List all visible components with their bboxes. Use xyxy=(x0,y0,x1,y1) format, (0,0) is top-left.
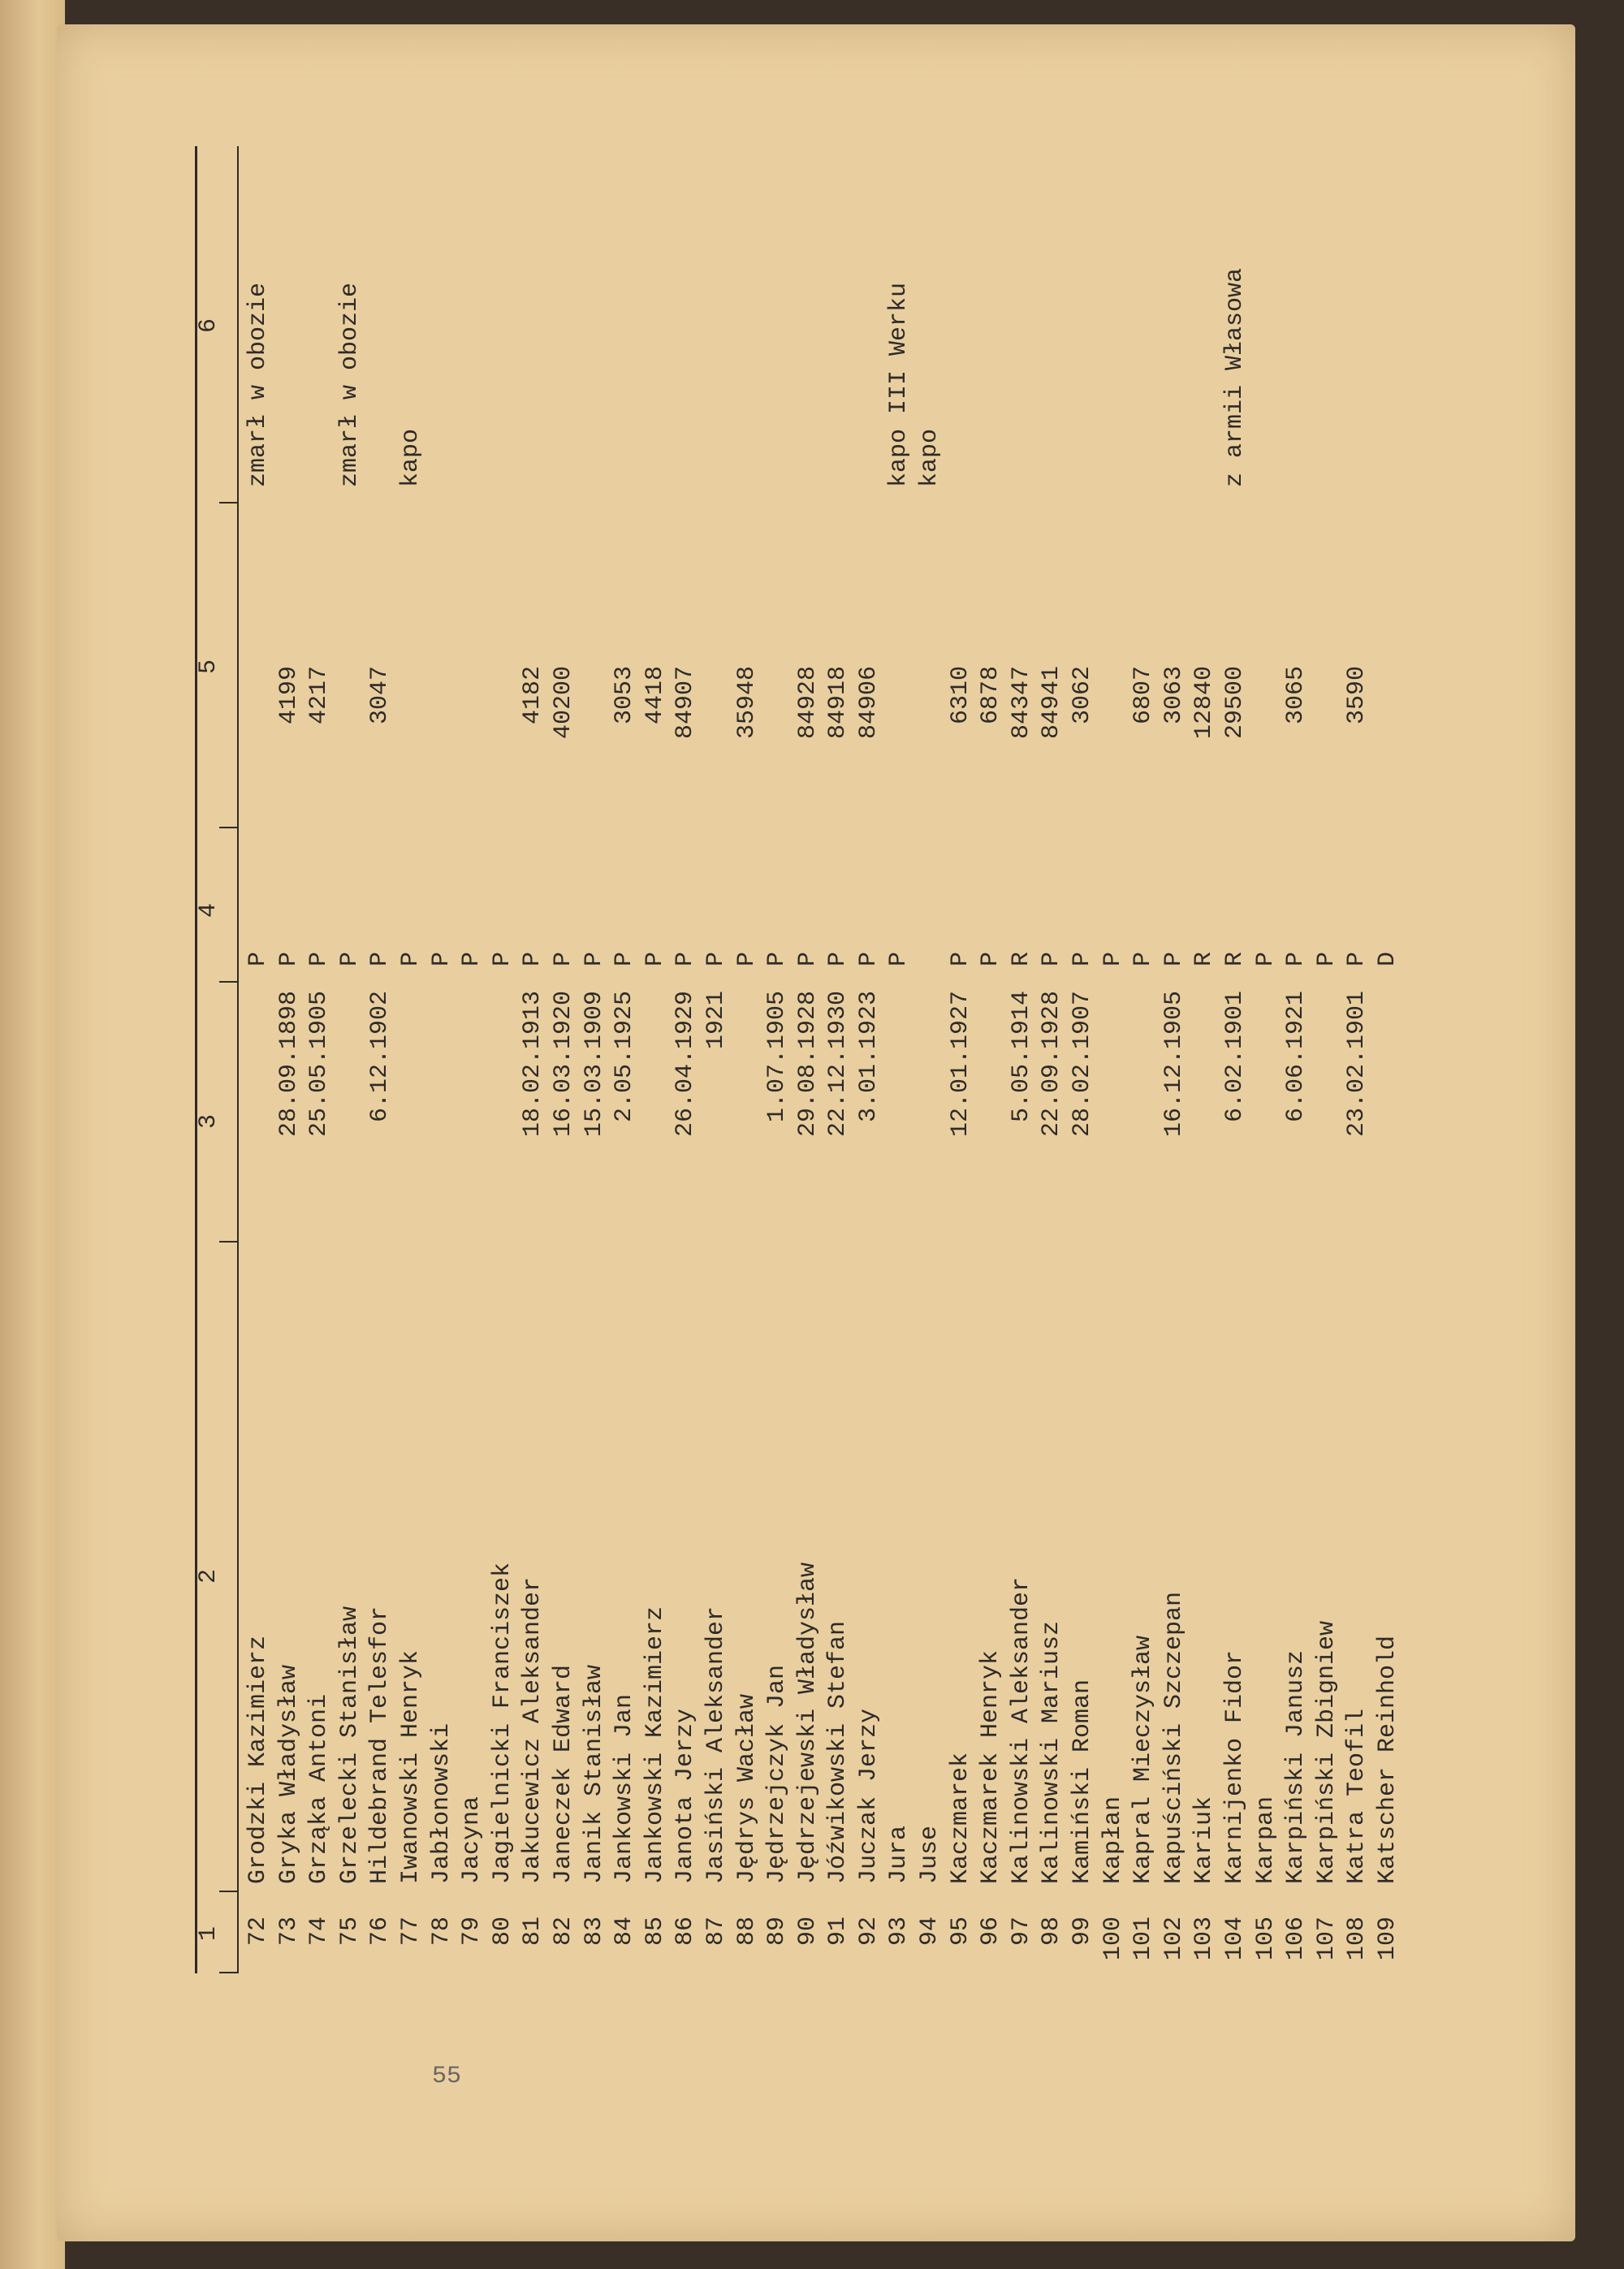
row-name: Jabłonowski xyxy=(427,1722,456,1884)
row-number: 82 xyxy=(549,1917,577,1947)
row-number: 89 xyxy=(763,1917,792,1947)
row-status: P xyxy=(580,951,608,966)
row-birthdate: 1921 xyxy=(702,991,730,1050)
table-row xyxy=(274,122,305,1990)
row-number: 99 xyxy=(1069,1917,1097,1947)
table-row xyxy=(610,122,641,1990)
table-row xyxy=(1251,122,1282,1990)
table-row xyxy=(1281,122,1312,1990)
table-row xyxy=(1312,122,1343,1990)
row-camp-number: 4199 xyxy=(274,666,303,725)
row-number: 84 xyxy=(611,1917,639,1947)
table-row xyxy=(793,122,824,1990)
row-number: 83 xyxy=(580,1917,608,1947)
row-status: P xyxy=(274,951,303,966)
header-separator xyxy=(219,502,237,504)
row-number: 79 xyxy=(458,1917,486,1947)
row-number: 106 xyxy=(1282,1917,1311,1961)
row-birthdate: 18.02.1913 xyxy=(519,991,547,1138)
row-number: 93 xyxy=(885,1917,914,1947)
row-number: 100 xyxy=(1099,1917,1127,1961)
row-status: P xyxy=(702,951,730,966)
row-note: zmarł w obozie xyxy=(244,282,272,487)
row-birthdate: 12.01.1927 xyxy=(946,991,974,1138)
row-name: Jędrzejczyk Jan xyxy=(763,1664,792,1884)
row-status: P xyxy=(549,951,577,966)
page-number: 55 xyxy=(432,2063,462,2090)
row-name: Jakucewicz Aleksander xyxy=(519,1576,547,1884)
table-row xyxy=(244,122,274,1990)
row-camp-number: 84918 xyxy=(824,666,853,740)
row-status: P xyxy=(641,951,669,966)
table-row xyxy=(396,122,427,1990)
row-birthdate: 25.05.1905 xyxy=(305,991,334,1138)
column-header: 6 xyxy=(195,318,222,333)
row-camp-number: 3047 xyxy=(366,666,395,725)
table-row xyxy=(702,122,732,1990)
header-separator xyxy=(219,1891,237,1892)
row-status: R xyxy=(1221,951,1249,966)
table-row xyxy=(1160,122,1190,1990)
row-status: P xyxy=(793,951,822,966)
table-row xyxy=(1099,122,1129,1990)
column-header: 4 xyxy=(195,902,222,918)
row-birthdate: 16.12.1905 xyxy=(1160,991,1188,1138)
row-camp-number: 12840 xyxy=(1190,666,1219,740)
row-name: Katscher Reinhold xyxy=(1373,1635,1402,1884)
row-number: 87 xyxy=(702,1917,730,1947)
table-row xyxy=(732,122,763,1990)
book-page xyxy=(57,24,1575,2241)
row-status: D xyxy=(1373,951,1402,966)
table-row xyxy=(1220,122,1251,1990)
table-row xyxy=(335,122,366,1990)
row-camp-number: 6807 xyxy=(1129,666,1158,725)
row-birthdate: 15.03.1909 xyxy=(580,991,608,1138)
row-birthdate: 3.01.1923 xyxy=(854,991,883,1123)
row-camp-number: 29500 xyxy=(1221,666,1249,740)
row-name: Kaczmarek xyxy=(946,1752,974,1884)
row-status: P xyxy=(366,951,395,966)
row-camp-number: 84906 xyxy=(854,666,883,740)
row-name: Jasiński Aleksander xyxy=(702,1606,730,1884)
table-header-rule xyxy=(237,146,239,1973)
table-row xyxy=(427,122,458,1990)
table-row xyxy=(518,122,549,1990)
row-birthdate: 28.09.1898 xyxy=(274,991,303,1138)
row-name: Jóźwikowski Stefan xyxy=(824,1620,853,1884)
row-name: Janik Stanisław xyxy=(580,1664,608,1884)
table-row xyxy=(884,122,915,1990)
row-number: 73 xyxy=(274,1917,303,1947)
row-name: Karpiński Zbigniew xyxy=(1312,1620,1341,1884)
row-name: Kalinowski Mariusz xyxy=(1038,1620,1066,1884)
row-camp-number: 3063 xyxy=(1160,666,1188,725)
table-row xyxy=(1129,122,1160,1990)
table-top-rule xyxy=(195,146,197,1973)
row-name: Juse xyxy=(916,1825,944,1884)
row-status: P xyxy=(732,951,761,966)
row-name: Grzelecki Stanisław xyxy=(335,1606,364,1884)
row-camp-number: 84347 xyxy=(1007,666,1035,740)
header-separator xyxy=(219,1972,237,1973)
row-number: 78 xyxy=(427,1917,456,1947)
row-birthdate: 28.02.1907 xyxy=(1069,991,1097,1138)
row-camp-number: 4217 xyxy=(305,666,334,725)
row-name: Jędrys Wacław xyxy=(732,1693,761,1884)
row-status: P xyxy=(488,951,516,966)
row-name: Jankowski Jan xyxy=(611,1693,639,1884)
row-camp-number: 3590 xyxy=(1343,666,1371,725)
row-camp-number: 3065 xyxy=(1282,666,1311,725)
table-row xyxy=(457,122,488,1990)
row-status: P xyxy=(1312,951,1341,966)
row-camp-number: 6310 xyxy=(946,666,974,725)
table-body xyxy=(244,122,1404,1990)
row-name: Janeczek Edward xyxy=(549,1664,577,1884)
row-number: 101 xyxy=(1129,1917,1158,1961)
table-row xyxy=(1190,122,1220,1990)
row-status: P xyxy=(763,951,792,966)
row-status: P xyxy=(305,951,334,966)
column-header: 5 xyxy=(195,659,222,674)
row-status: P xyxy=(1099,951,1127,966)
row-name: Gryka Władysław xyxy=(274,1664,303,1884)
row-status: P xyxy=(824,951,853,966)
book-spine xyxy=(0,0,65,2269)
row-name: Iwanowski Henryk xyxy=(396,1649,425,1884)
row-name: Kapral Mieczysław xyxy=(1129,1635,1158,1884)
row-status: P xyxy=(672,951,700,966)
row-birthdate: 6.12.1902 xyxy=(366,991,395,1123)
row-status: P xyxy=(946,951,974,966)
row-number: 104 xyxy=(1221,1917,1249,1961)
row-note: kapo xyxy=(396,428,425,487)
row-camp-number: 6878 xyxy=(977,666,1005,725)
row-number: 72 xyxy=(244,1917,272,1947)
row-number: 105 xyxy=(1251,1917,1280,1961)
row-number: 103 xyxy=(1190,1917,1219,1961)
table-row xyxy=(823,122,854,1990)
row-number: 80 xyxy=(488,1917,516,1947)
table-row xyxy=(976,122,1007,1990)
row-name: Kariuk xyxy=(1190,1796,1219,1884)
row-status: P xyxy=(1069,951,1097,966)
header-separator xyxy=(219,827,237,828)
row-birthdate: 22.12.1930 xyxy=(824,991,853,1138)
row-note: kapo xyxy=(916,428,944,487)
row-number: 76 xyxy=(366,1917,395,1947)
row-status: P xyxy=(519,951,547,966)
header-separator xyxy=(219,981,237,983)
table-row xyxy=(580,122,611,1990)
row-status: P xyxy=(854,951,883,966)
row-number: 96 xyxy=(977,1917,1005,1947)
table-row xyxy=(365,122,396,1990)
row-number: 75 xyxy=(335,1917,364,1947)
row-name: Kalinowski Aleksander xyxy=(1007,1576,1035,1884)
row-number: 81 xyxy=(519,1917,547,1947)
row-camp-number: 84941 xyxy=(1038,666,1066,740)
row-status: P xyxy=(1129,951,1158,966)
row-note: z armii Własowa xyxy=(1221,267,1249,487)
row-birthdate: 6.06.1921 xyxy=(1282,991,1311,1123)
table-row xyxy=(304,122,335,1990)
row-note: zmarł w obozie xyxy=(335,282,364,487)
row-birthdate: 23.02.1901 xyxy=(1343,991,1371,1138)
row-number: 108 xyxy=(1343,1917,1371,1961)
row-camp-number: 4418 xyxy=(641,666,669,725)
row-name: Kapuściński Szczepan xyxy=(1160,1591,1188,1884)
row-birthdate: 16.03.1920 xyxy=(549,991,577,1138)
row-camp-number: 4182 xyxy=(519,666,547,725)
header-separator xyxy=(219,1241,237,1243)
row-name: Jacyna xyxy=(458,1796,486,1884)
column-header: 2 xyxy=(195,1568,222,1584)
table-row xyxy=(915,122,946,1990)
row-number: 90 xyxy=(793,1917,822,1947)
table-row xyxy=(1068,122,1099,1990)
row-status: P xyxy=(335,951,364,966)
row-name: Kapłan xyxy=(1099,1796,1127,1884)
row-name: Jura xyxy=(885,1825,914,1884)
row-number: 94 xyxy=(916,1917,944,1947)
row-birthdate: 5.05.1914 xyxy=(1007,991,1035,1123)
row-status: P xyxy=(244,951,272,966)
row-camp-number: 35948 xyxy=(732,666,761,740)
row-birthdate: 29.08.1928 xyxy=(793,991,822,1138)
row-birthdate: 2.05.1925 xyxy=(611,991,639,1123)
row-name: Katra Teofil xyxy=(1343,1708,1371,1884)
table-row xyxy=(488,122,519,1990)
row-status: P xyxy=(427,951,456,966)
table-row xyxy=(671,122,702,1990)
row-status: P xyxy=(1282,951,1311,966)
row-status: R xyxy=(1190,951,1219,966)
row-name: Jankowski Kazimierz xyxy=(641,1606,669,1884)
row-name: Jagielnicki Franciszek xyxy=(488,1562,516,1884)
row-number: 92 xyxy=(854,1917,883,1947)
row-camp-number: 3053 xyxy=(611,666,639,725)
table-row xyxy=(762,122,793,1990)
row-number: 95 xyxy=(946,1917,974,1947)
row-number: 102 xyxy=(1160,1917,1188,1961)
row-number: 97 xyxy=(1007,1917,1035,1947)
row-status: P xyxy=(458,951,486,966)
row-number: 109 xyxy=(1373,1917,1402,1961)
row-status: P xyxy=(1343,951,1371,966)
row-status: P xyxy=(977,951,1005,966)
row-name: Kaczmarek Henryk xyxy=(977,1649,1005,1884)
table-row xyxy=(1342,122,1373,1990)
table-row xyxy=(1037,122,1068,1990)
table-row xyxy=(549,122,580,1990)
table-row xyxy=(946,122,977,1990)
row-name: Hildebrand Telesfor xyxy=(366,1606,395,1884)
row-number: 88 xyxy=(732,1917,761,1947)
row-name: Karpan xyxy=(1251,1796,1280,1884)
row-camp-number: 84928 xyxy=(793,666,822,740)
row-name: Kamiński Roman xyxy=(1069,1679,1097,1884)
row-name: Grząka Antoni xyxy=(305,1693,334,1884)
row-number: 98 xyxy=(1038,1917,1066,1947)
row-number: 107 xyxy=(1312,1917,1341,1961)
table-row xyxy=(1007,122,1038,1990)
row-camp-number: 84907 xyxy=(672,666,700,740)
table-row xyxy=(641,122,672,1990)
row-birthdate: 1.07.1905 xyxy=(763,991,792,1123)
row-birthdate: 22.09.1928 xyxy=(1038,991,1066,1138)
row-status: P xyxy=(396,951,425,966)
row-name: Karnijenko Fidor xyxy=(1221,1649,1249,1884)
row-camp-number: 3062 xyxy=(1069,666,1097,725)
row-name: Janota Jerzy xyxy=(672,1708,700,1884)
row-birthdate: 6.02.1901 xyxy=(1221,991,1249,1123)
row-name: Grodzki Kazimierz xyxy=(244,1635,272,1884)
table-row xyxy=(854,122,885,1990)
row-name: Karpiński Janusz xyxy=(1282,1649,1311,1884)
row-number: 77 xyxy=(396,1917,425,1947)
column-header: 1 xyxy=(195,1925,222,1941)
row-birthdate: 26.04.1929 xyxy=(672,991,700,1138)
row-status: R xyxy=(1007,951,1035,966)
row-camp-number: 40200 xyxy=(549,666,577,740)
row-number: 85 xyxy=(641,1917,669,1947)
table-row xyxy=(1373,122,1404,1990)
row-status: P xyxy=(1038,951,1066,966)
row-number: 91 xyxy=(824,1917,853,1947)
prisoner-table xyxy=(195,122,1624,1990)
row-number: 86 xyxy=(672,1917,700,1947)
row-name: Juczak Jerzy xyxy=(854,1708,883,1884)
row-status: P xyxy=(1160,951,1188,966)
row-note: kapo III Werku xyxy=(885,282,914,487)
row-number: 74 xyxy=(305,1917,334,1947)
row-status: P xyxy=(611,951,639,966)
row-name: Jędrzejewski Władysław xyxy=(793,1562,822,1884)
row-status: P xyxy=(885,951,914,966)
column-header: 3 xyxy=(195,1113,222,1129)
row-status: P xyxy=(1251,951,1280,966)
